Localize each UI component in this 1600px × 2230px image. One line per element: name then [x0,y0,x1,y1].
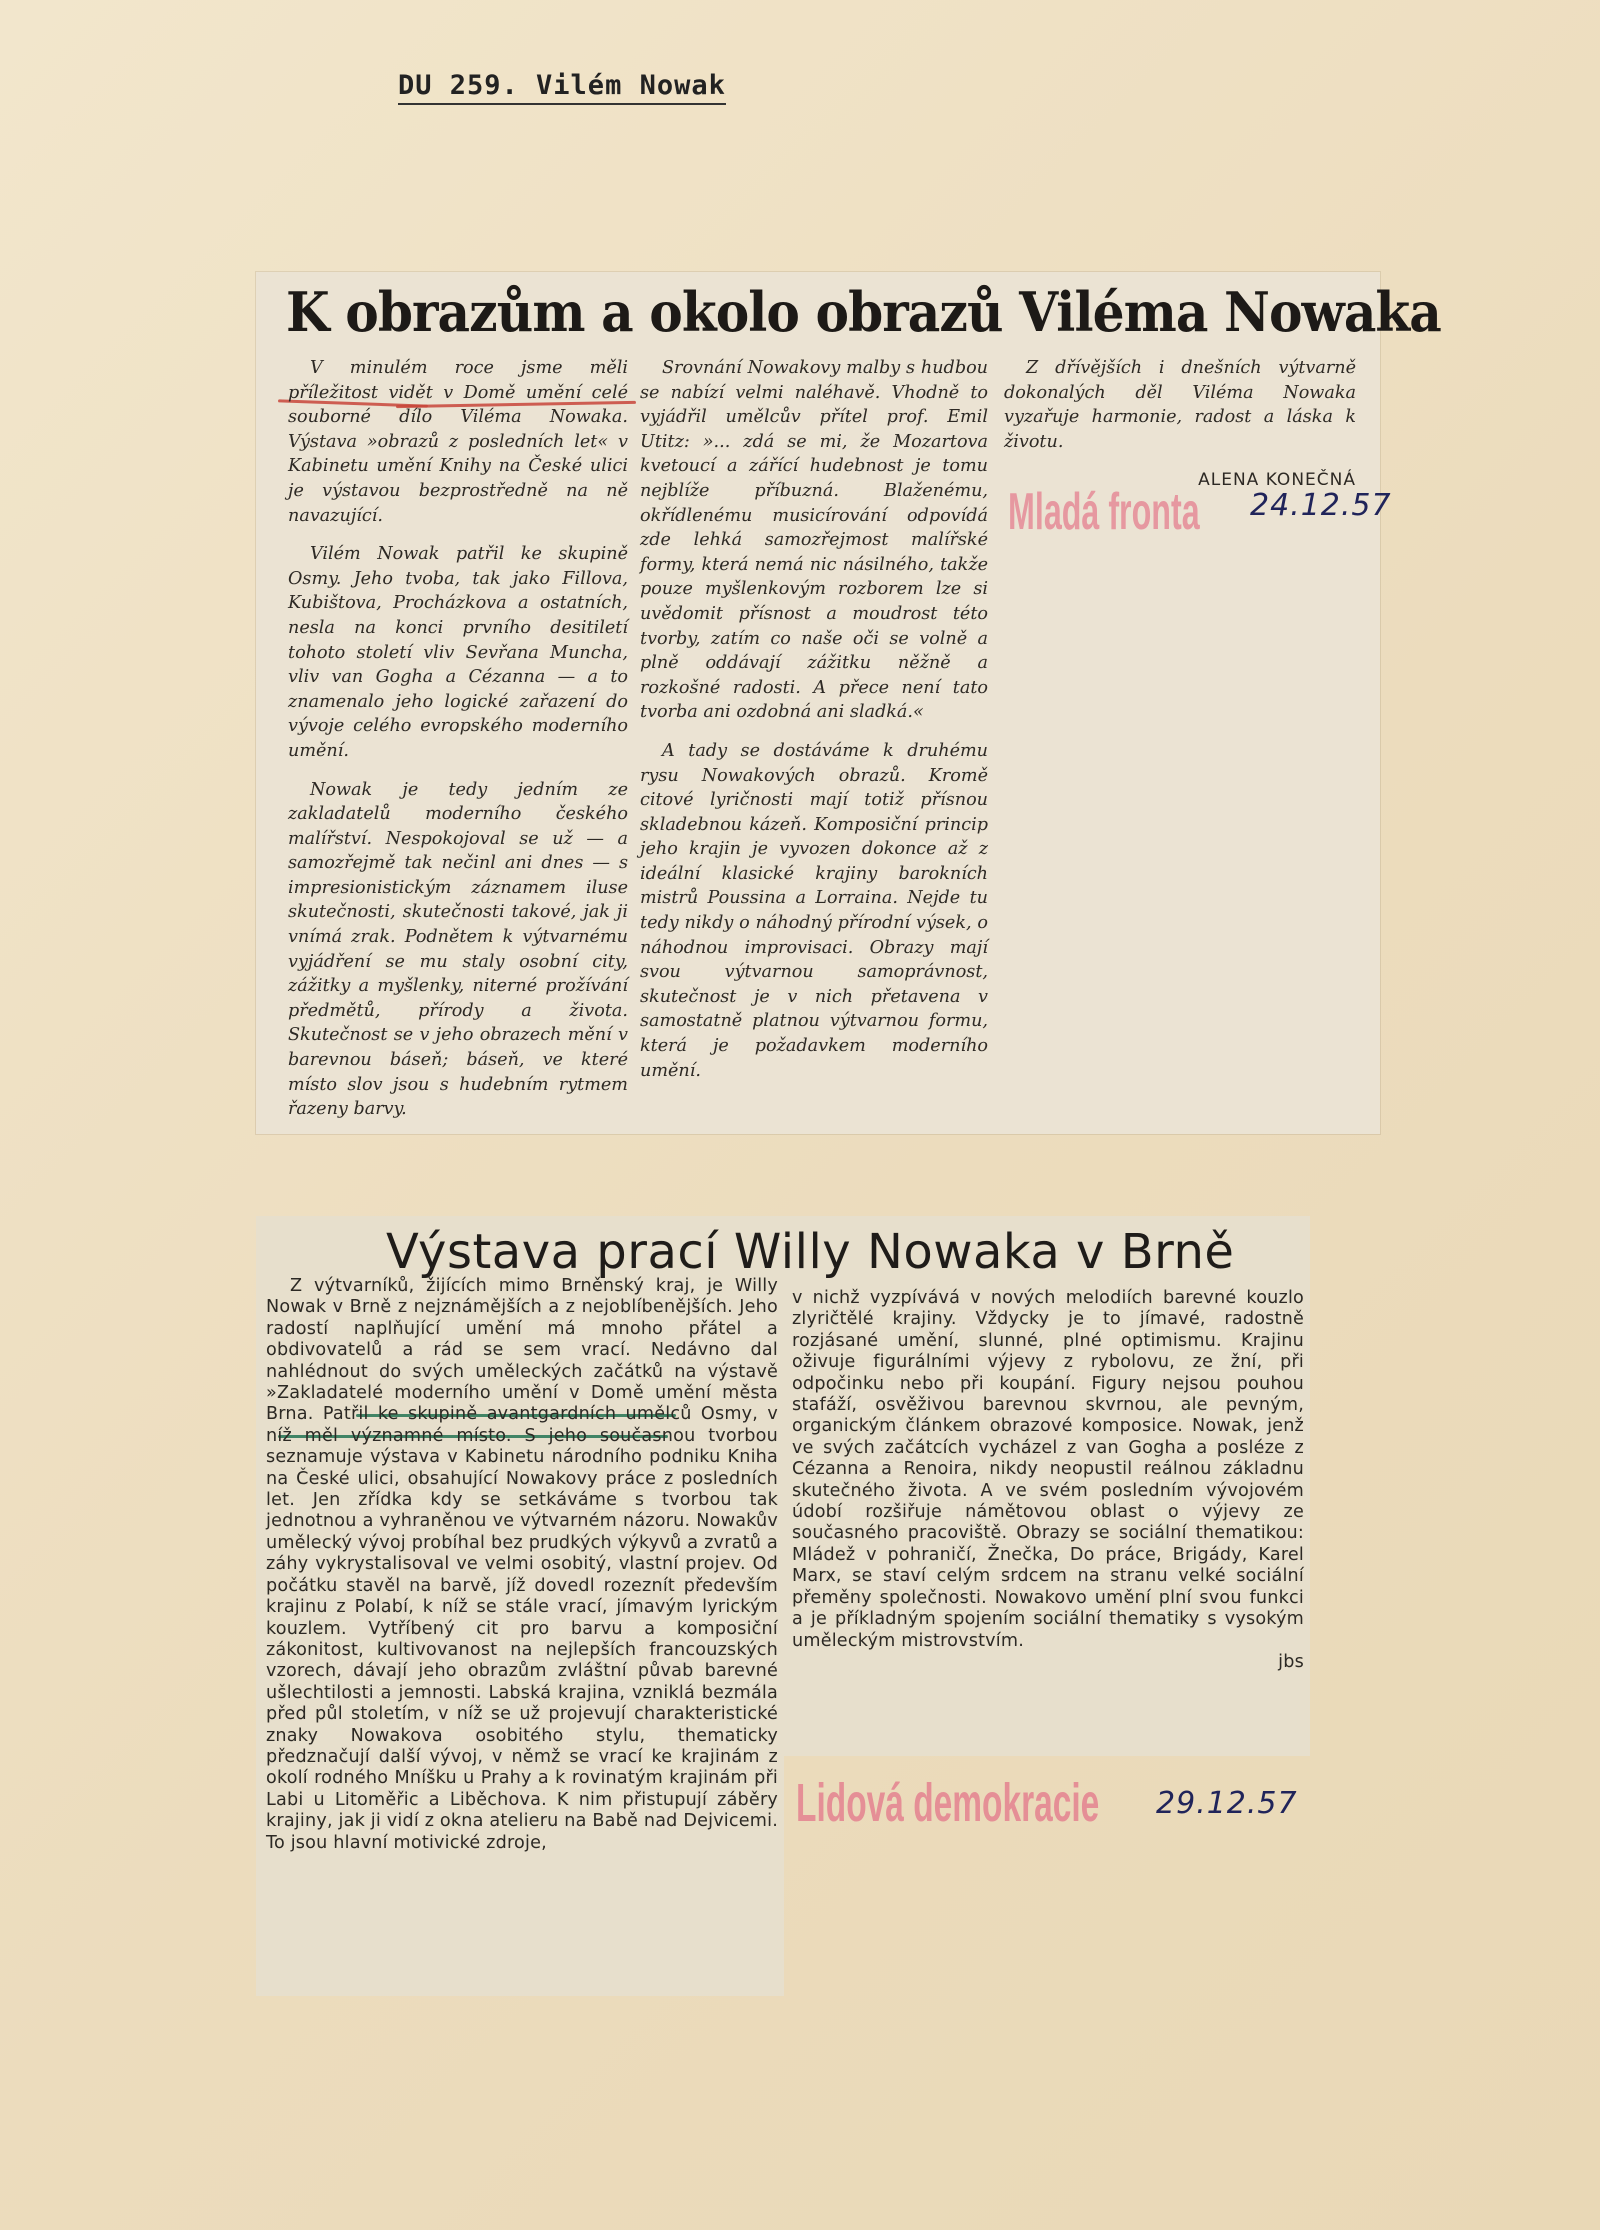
handwritten-date: 24.12.57 [1250,488,1392,523]
article1-column-1 [288,356,628,1136]
clipping-lidova-demokracie [256,1216,1310,1996]
paragraph: v nichž vyzpívává v nových melodiích barevné kouzlo zlyričtělé krajiny. Vždycky je to jímavé, radostně rozjásané umění, slunné, plné optimismu. Krajinu oživuje figurálními výjevy z rybolovu, ze žní, při odpočinku nebo při koupání. Figury nejsou pouhou stafáží, osvěživou barevnou skvrnou, ale pevným, organickým článkem obrazové komposice. Nowak, jenž ve svých začátcích vycházel z van Gogha a posléze z Cézanna a Renoira, nikdy neopustil reálnou základnu skutečného života. A ve svém posledním vývojovém údobí rozšiřuje námětovou oblast o výjevy ze současného pracoviště. Obrazy se sociální thematikou: Mládež v pohraničí, Žnečka, Do práce, Brigády, Karel Marx, se staví celým srdcem na stranu velké sociální přeměny společnosti. Nowakovo umění plní svou funkci a je příkladným spojením sociální thematiky s vysokým uměleckým mistrovstvím. [792,1288,1304,1651]
article2-headline: Výstava prací Willy Nowaka v Brně [386,1224,1235,1280]
byline: ALENA KONEČNÁ [1198,470,1356,491]
handwritten-date: 29.12.57 [1156,1786,1298,1821]
source-stamp-row [1008,482,1408,552]
paragraph: A tady se dostáváme k druhému rysu Nowakových obrazů. Kromě citové lyričnosti mají totiž přísnou skladebnou kázeň. Komposiční princip jeho krajin je vyvozen dokonce až z ideální klasické krajiny barokních mistrů Poussina a Lorraina. Nejde tu tedy nikdy o náhodný přírodní výsek, o náhodnou improvisaci. Obrazy mají svou výtvarnou samoprávnost, skutečnost je v nich přetavena v samostatně platnou výtvarnou formu, která je požadavkem moderního umění. [640,740,988,1081]
article2-column-2 [792,1288,1304,1673]
paragraph: Vilém Nowak patřil ke skupině Osmy. Jeho tvoba, tak jako Fillova, Kubištova, Procházkova a ostatních, nesla na konci prvního desitiletí tohoto století vliv Sevřana Muncha, vliv van Gogha a Cézanna — a to znamenalo jeho logické zařazení do vývoje celého evropského moderního umění. [288,544,628,761]
archive-label: DU 259. Vilém Nowak [398,70,726,105]
article1-column-2 [640,356,988,1097]
article2-column-1 [266,1276,778,1854]
signature-initials: jbs [1278,1651,1304,1672]
paragraph: Srovnání Nowakovy malby s hudbou se nabízí velmi naléhavě. Vhodně to vyjádřil umělcův přítel prof. Emil Utitz: »... zdá se mi, že Mozartova kvetoucí a zářící hudebnost je tomu nejblíže příbuzná. Blaženému, okřídlenému musicírování odpovídá zde lehká samozřejmost malířské formy, která nemá nic násilného, takže pouze myšlenkovým rozborem lze si uvědomit přísnost a moudrost této tvorby, zatím co naše oči se volně a plně oddávají zážitku něžně a rozkošné radosti. A přece není tato tvorba ani ozdobná ani sladká.« [640,358,988,723]
source-stamp-row-2 [796,1772,1296,1842]
newspaper-stamp: Mladá fronta [1008,483,1200,541]
clipping-mlada-fronta [256,272,1441,1134]
newspaper-stamp: Lidová demokracie [796,1773,1100,1833]
article1-column-3 [1004,356,1356,493]
paragraph: Z dřívějších i dnešních výtvarně dokonalých děl Viléma Nowaka vyzařuje harmonie, radost a láska k životu. [1004,358,1356,452]
article1-headline: K obrazům a okolo obrazů Viléma Nowaka [286,280,1441,344]
paragraph: Z výtvarníků, žijících mimo Brněnský kraj, je Willy Nowak v Brně z nejznámějších a z nejoblíbenějších. Jeho radostí naplňující umění má mnoho přátel a obdivovatelů a rád se sem vrací. Nedávno dal nahlédnout do svých uměleckých začátků na výstavě »Zakladatelé moderního umění v Domě umění města Brna. Patřil ke skupině avantgardních umělců Osmy, v níž měl významné místo. S jeho současnou tvorbou seznamuje výstava v Kabinetu národního podniku Kniha na České ulici, obsahující Nowakovy práce z posledních let. Jen zřídka kdy se setkáváme s tvorbou tak jednotnou a vyhraněnou ve výtvarném názoru. Nowakův umělecký vývoj probíhal bez prudkých výkyvů a zvratů a záhy vykrystalisoval ve velmi osobitý, vlastní projev. Od počátku stavěl na barvě, jíž dovedl rozeznít především krajinu z Polabí, k níž se stále vrací, jímavým lyrickým kouzlem. Vytříbený cit pro barvu a komposiční zákonitost, kultivovanost na nejlepších francouzských vzorech, dávají jeho obrazům zvláštní půvab barevné ušlechtilosti a jemnosti. Labská krajina, vzniklá bezmála před půl stoletím, v níž se už projevují charakteristické znaky Nowakova osobitého stylu, thematicky předznačují další vývoj, v němž se vrací ke krajinám z okolí rodného Mníšku u Prahy a k rovinatým krajinám při Labi u Litoměřic a Liběchova. K nim přistupují záběry krajiny, jak ji vidí z okna atelieru na Babě nad Dejvicemi. To jsou hlavní motivické zdroje, [266,1276,779,1853]
paragraph: Nowak je tedy jedním ze zakladatelů moderního českého malířství. Nespokojoval se už — a samozřejmě tak nečinl ani dnes — s impresionistickým záznamem iluse skutečnosti, skutečnosti takové, jak ji vnímá zrak. Podnětem k výtvarnému vyjádření se mu staly osobní city, zážitky a myšlenky, niterné prožívání předmětů, přírody a života. Skutečnost se v jeho obrazech mění v barevnou báseň; báseň, ve které místo slov jsou s hudebním rytmem řazeny barvy. [288,779,628,1120]
paragraph: V minulém roce jsme měli příležitost vidět v Domě umění celé souborné dílo Viléma Nowaka. Výstava »obrazů z posledních let« v Kabinetu umění Knihy na České ulici je výstavou bezprostředně na ně navazující. [288,358,628,526]
